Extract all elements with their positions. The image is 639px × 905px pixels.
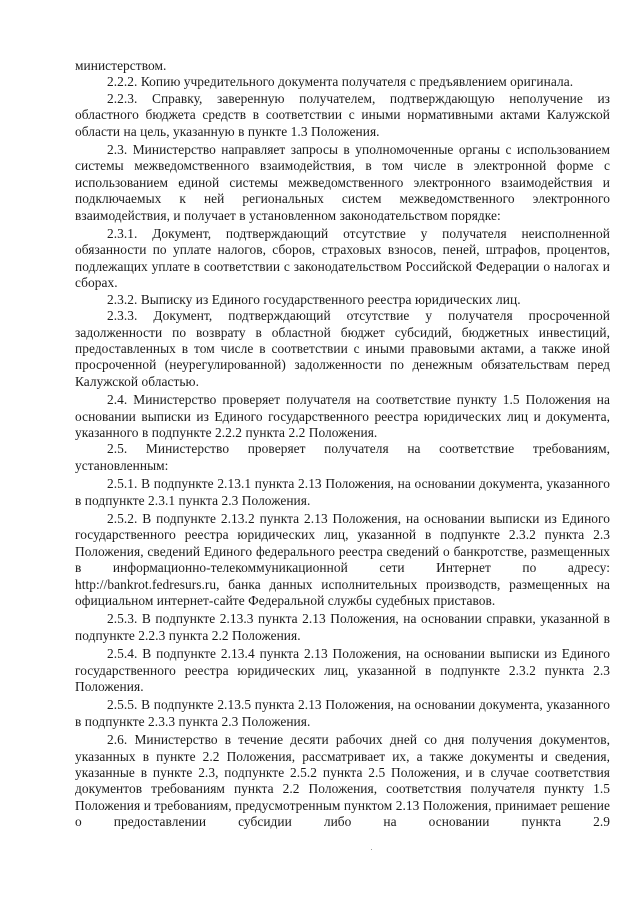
paragraph-2-5-5: 2.5.5. В подпункте 2.13.5 пункта 2.13 Положения, на основании документа, указанного в подпункте 2.3.3 пункта 2.3 Положения. [75,697,610,729]
paragraph-2-3-1: 2.3.1. Документ, подтверждающий отсутствие у получателя неисполненной обязанности по уплате налогов, сборов, страховых взносов, пеней, штрафов, процентов, подлежащих уплате в соответствии с законодательством Российской Федерации о налогах и сборах. [75,226,610,291]
scan-speck [371,849,372,850]
paragraph-2-3-3: 2.3.3. Документ, подтверждающий отсутствие у получателя просроченной задолженности по возврату в областной бюджет субсидий, бюджетных инвестиций, предоставленных в том числе в соответствии с иными правовыми актами, а также иной просроченной (неурегулированной) задолженности по денежным обязательствам перед Калужской областью. [75,308,610,389]
paragraph-continuation: министерством. [75,58,167,73]
paragraph-2-5-3: 2.5.3. В подпункте 2.13.3 пункта 2.13 Положения, на основании справки, указанной в подпункте 2.2.3 пункта 2.2 Положения. [75,611,610,643]
document-body [75,58,610,831]
paragraph-2-5-2: 2.5.2. В подпункте 2.13.2 пункта 2.13 Положения, на основании выписки из Единого государственного реестра юридических лиц, указанной в подпункте 2.3.2 пункта 2.3 Положения, сведений Единого федерального реестра сведений о банкротстве, размещенных в информационно-телекоммуникационной сети Интернет по адресу: http://bankrot.fedresurs.ru, банка данных исполнительных производств, размещенных на официальном интернет-сайте Федеральной службы судебных приставов. [75,510,610,608]
paragraph-2-2-3: 2.2.3. Справку, заверенную получателем, подтверждающую неполучение из областного бюджета средств в соответствии с иными нормативными актами Калужской области на цель, указанную в пункте 1.3 Положения. [75,90,610,139]
paragraph-2-3: 2.3. Министерство направляет запросы в уполномоченные органы с использованием системы межведомственного взаимодействия, в том числе в электронной форме с использованием единой системы межведомственного электронного взаимодействия и подключаемых к ней региональных систем межведомственного электронного взаимодействия, и получает в установленном законодательством порядке: [75,142,610,223]
paragraph-2-5: 2.5. Министерство проверяет получателя на соответствие требованиям, установленным: [75,441,610,473]
paragraph-2-5-1: 2.5.1. В подпункте 2.13.1 пункта 2.13 Положения, на основании документа, указанного в подпункте 2.3.1 пункта 2.3 Положения. [75,476,610,508]
paragraph-2-3-2: 2.3.2. Выписку из Единого государственного реестра юридических лиц. [107,291,521,307]
paragraph-2-5-4: 2.5.4. В подпункте 2.13.4 пункта 2.13 Положения, на основании выписки из Единого государственного реестра юридических лиц, указанной в подпункте 2.3.2 пункта 2.3 Положения. [75,646,610,695]
paragraph-2-2-2: 2.2.2. Копию учредительного документа получателя с предъявлением оригинала. [107,74,574,90]
paragraph-2-6: 2.6. Министерство в течение десяти рабочих дней со дня получения документов, указанных в пункте 2.2 Положения, рассматривает их, а также документы и сведения, указанные в пункте 2.3, подпункте 2.5.2 пункта 2.5 Положения, и в случае соответствия документов требованиям пункта 2.2 Положения, соответствия получателя пункту 1.5 Положения и требованиям, предусмотренным пунктом 2.13 Положения, принимает решение о предоставлении субсидии либо на основании пункта 2.9 [75,732,610,830]
paragraph-2-4: 2.4. Министерство проверяет получателя на соответствие пункту 1.5 Положения на основании выписки из Единого государственного реестра юридических лиц и документа, указанного в подпункте 2.2.2 пункта 2.2 Положения. [75,392,610,440]
